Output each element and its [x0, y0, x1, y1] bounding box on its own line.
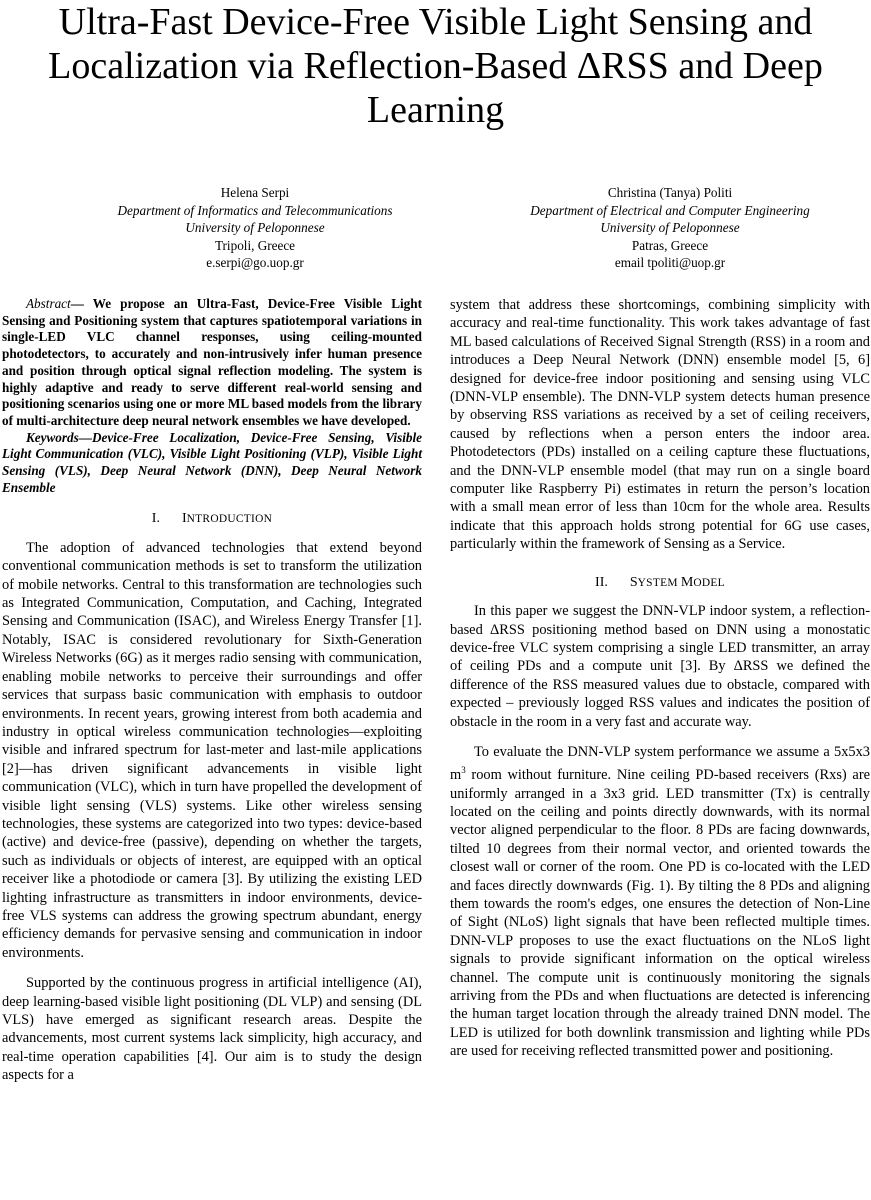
right-column [450, 296, 870, 1061]
section-number: I. [151, 511, 160, 527]
author-email[interactable]: e.serpi@go.uop.gr [206, 255, 304, 270]
author-name: Christina (Tanya) Politi [607, 185, 733, 200]
section-heading-introduction [2, 510, 422, 528]
keywords: Keywords—Device-Free Localization, Device-Free Sensing, Visible Light Communication (VLC), Visible Light Positioning (VLP), Visible Light Sensing (VLS), Deep Neural Network (DNN), Deep Neural Network Ensemble [2, 429, 422, 495]
author-location: Tripoli, Greece [214, 237, 296, 253]
section-title-rest: NTRODUCTION [186, 513, 273, 526]
author-university: University of Peloponnese [600, 220, 740, 235]
paragraph: In this paper we suggest the DNN-VLP indoor system, a reflection-based ΔRSS positioning method based on DNN using a monostatic device-free VLC system comprising a single LED transmitter, an array of ceiling PDs and a compute unit [3]. By ΔRSS we defined the difference of the RSS measured values due to obstacle, compared with expected – previously logged RSS values and indicates the position of obstacle in the room in a very fast and accurate way. [450, 603, 870, 730]
author-department: Department of Electrical and Computer Engineering [530, 202, 810, 218]
paragraph [450, 743, 870, 1061]
author-location: Patras, Greece [631, 237, 709, 253]
section-heading-system-model [450, 574, 870, 592]
section-title-initial: I [181, 511, 187, 527]
section-number: II. [595, 574, 608, 590]
section-title-initial: M [680, 574, 694, 590]
section-title-rest: YSTEM [637, 576, 681, 589]
left-column [2, 296, 422, 1085]
abstract-text: — We propose an Ultra-Fast, Device-Free Visible Light Sensing and Positioning system that captures spatiotemporal variations in single-LED VLC channel responses, using ceiling-mounted photodetectors, to accurately and non-intrusively infer human presence and position through optical signal reflection modeling. The system is highly adaptive and ready to serve different real-world sensing and positioning scenarios using one or more ML based models from the library of multi-architecture deep neural network ensembles we have developed. [2, 296, 422, 428]
author-block-1 [75, 184, 435, 272]
author-email[interactable]: email tpoliti@uop.gr [614, 255, 726, 270]
paragraph-text: room without furniture. Nine ceiling PD-based receivers (Rxs) are uniformly arranged in a 3x3 grid. LED transmitter (Tx) is centrally located on the ceiling and points directly downwards, with its normal vector aligned perpendicular to the floor. 8 PDs are facing downwards, tilted 10 degrees from their normal vector, and oriented towards the closest wall or corner of the room. One PD is co-located with the LED and faces directly downwards (Fig. 1). By tilting the 8 PDs and aligning them towards the room's edges, one ensures the detection of Non-Line of Sight (NLoS) light signals that have been reflected multiple times. DNN-VLP proposes to use the exact fluctuations on the NLoS light signals to provide significant information on the optical wireless channel. The compute unit is continuously monitoring the signals arriving from the PDs and when fluctuations are detected is inferencing the human target location through the already trained DNN model. The LED is utilized for both downlink transmission and lighting while PDs are used for receiving reflected transmitted power and positioning. [450, 767, 870, 1060]
section-title-initial: S [629, 574, 638, 590]
author-university: University of Peloponnese [185, 220, 325, 235]
paragraph: The adoption of advanced technologies that extend beyond conventional communication methods is set to transform the utilization of mobile networks. Central to this transformation are technologies such as Integrated Communication, Computation, and Caching, Integrated Sensing and Communication (ISAC), and Wireless Energy Transfer [1]. Notably, ISAC is considered revolutionary for Sixth-Generation Wireless Networks (6G) as it merges radio sensing with communication, enabling mobile networks to perceive their surroundings and offer services that surpass basic communication with emphasis to outdoor environments. In recent years, growing interest from both academia and industry in optical wireless communication technologies—exploiting visible and infrared spectrum for last-meter and last-mile applications [2]—has driven significant advancements in visible light communication (VLC), which in turn have propelled the development of visible light sensing (VLS) systems. Like other wireless sensing technologies, these systems are categorized into two types: device-based (active) and device-free (passive), depending on whether the targets, such as individuals or objects of interest, are equipped with an optical receiver like a photodiode or camera [3]. By utilizing the existing LED lighting infrastructure as transmitters in indoor environments, device-free VLS systems can address the growing spectrum abundant, energy efficiency demands for pervasive sensing and communication in indoor environments. [2, 539, 422, 961]
author-name: Helena Serpi [220, 185, 290, 200]
superscript: 3 [461, 765, 466, 776]
abstract-label: Abstract [26, 296, 71, 311]
author-department: Department of Informatics and Telecommunications [117, 202, 393, 218]
paragraph-text: To evaluate the DNN-VLP system performance we assume a 5x5x3 m [450, 743, 870, 784]
section-title-rest: ODEL [693, 576, 725, 589]
author-block-2 [490, 184, 850, 272]
abstract [2, 296, 422, 430]
paragraph: Supported by the continuous progress in artificial intelligence (AI), deep learning-based visible light positioning (DL VLP) and sensing (DL VLS) have emerged as significant research areas. Despite the advancements, most current systems lack simplicity, high accuracy, and real-time operation capabilities [4]. Our aim is to study the design aspects for a [2, 975, 422, 1084]
paper-title: Ultra-Fast Device-Free Visible Light Sensing and Localization via Reflection-Based ΔRSS and Deep Learning [48, 1, 823, 131]
paragraph: system that address these shortcomings, combining simplicity with accuracy and real-time functionality. This work takes advantage of fast ML based calculations of Received Signal Strength (RSS) in a room and introduces a Deep Neural Network (DNN) ensemble model [5, 6] designed for device-free indoor positioning and sensing using VLC (DNN-VLP ensemble). The DNN-VLP system detects human presence by observing RSS variations as received by a set of ceiling receivers, caused by reflections when a person enters the indoor area. Photodetectors (PDs) installed on a ceiling capture these fluctuations, and the DNN-VLP ensemble model (that may run on a single board computer like Raspberry Pi) estimates in return the person’s location with a small mean error of less than 10cm for the whole area. Results indicate that this approach holds strong potential for 6G use cases, particularly within the framework of Sensing as a Service. [450, 297, 870, 553]
